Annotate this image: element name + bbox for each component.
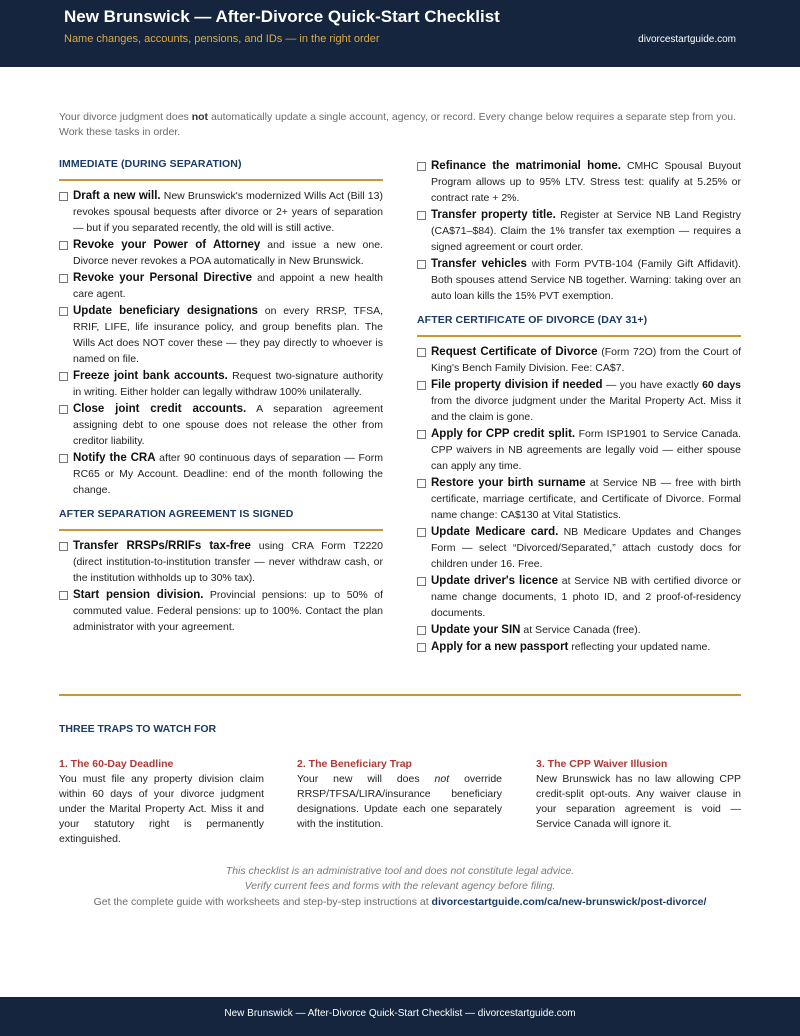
item-label: Transfer RRSPs/RRIFs tax-free: [73, 540, 251, 552]
checklist-item-notify-cra: [59, 450, 383, 498]
checklist-item-new-passport: [417, 639, 741, 655]
trap-title: 1. The 60-Day Deadline: [59, 758, 174, 770]
item-label: Apply for CPP credit split.: [431, 428, 576, 440]
item-text: at Service Canada (free).: [520, 624, 641, 636]
item-text: Request two-signature authority in writing. Either holder can legally withdraw 100% unilaterally.: [73, 370, 383, 398]
checklist-item-medicare-card: [417, 524, 741, 572]
intro-text-bold: not: [191, 111, 209, 123]
checklist-item-freeze-accounts: [59, 368, 383, 400]
guide-cta: [0, 896, 800, 908]
checkbox[interactable]: [59, 591, 68, 600]
item-text: (Form 72O) from the Court of King's Bench Family Division. Fee: CA$7.: [431, 346, 741, 374]
checkbox[interactable]: [417, 260, 426, 269]
item-label: Update Medicare card.: [431, 526, 559, 538]
checklist-item-restore-surname: [417, 475, 741, 523]
trap-60-day-deadline: [59, 757, 264, 847]
item-text-before: — you have exactly: [602, 379, 703, 391]
item-label: File property division if needed: [431, 379, 603, 391]
checklist-item-transfer-vehicles: [417, 256, 741, 304]
traps-heading: THREE TRAPS TO WATCH FOR: [59, 723, 217, 735]
trap-title: 3. The CPP Waiver Illusion: [536, 758, 668, 770]
cta-text: Get the complete guide with worksheets and step-by-step instructions at: [93, 896, 432, 908]
page-title: New Brunswick — After-Divorce Quick-Start Checklist: [64, 7, 500, 26]
item-text: from the divorce judgment under the Marital Property Act. Miss it and the claim is gone.: [431, 395, 741, 423]
item-label: Request Certificate of Divorce: [431, 346, 598, 358]
checkbox[interactable]: [417, 348, 426, 357]
item-label: Update your SIN: [431, 624, 521, 636]
trap-body-after: override RRSP/TFSA/LIRA/insurance beneficiary designations. Update each one separately with the institution.: [297, 773, 502, 830]
footer-text: New Brunswick — After-Divorce Quick-Start Checklist — divorcestartguide.com: [224, 1008, 576, 1019]
checklist-item-draft-will: [59, 188, 383, 236]
item-text: CMHC Spousal Buyout Program allows up to 95% LTV. Stress test: qualify at 5.25% or contract rate + 2%.: [431, 160, 741, 204]
section-heading-certificate: AFTER CERTIFICATE OF DIVORCE (DAY 31+): [417, 314, 741, 337]
item-text: Register at Service NB Land Registry (CA$71–$84). Claim the 1% transfer tax exemption — requires a signed agreement or court order.: [431, 209, 741, 253]
checklist-item-file-property-division: [417, 377, 741, 425]
item-label: Restore your birth surname: [431, 477, 586, 489]
trap-body-italic: not: [434, 773, 450, 785]
checkbox[interactable]: [59, 542, 68, 551]
item-text: using CRA Form T2220 (direct institution-to-institution transfer — never withdraw cash, or the institution withholds up to 30% tax).: [73, 540, 383, 584]
checkbox[interactable]: [417, 430, 426, 439]
item-label: Draft a new will.: [73, 190, 161, 202]
item-label: Revoke your Personal Directive: [73, 272, 253, 284]
trap-body: New Brunswick has no law allowing CPP credit-split opt-outs. Any waiver clause in your separation agreement is void — Service Canada will ignore it.: [536, 773, 741, 830]
checkbox[interactable]: [417, 381, 426, 390]
checklist-item-revoke-directive: [59, 270, 383, 302]
checkbox[interactable]: [59, 454, 68, 463]
checkbox[interactable]: [417, 528, 426, 537]
item-label: Apply for a new passport: [431, 641, 569, 653]
item-label: Close joint credit accounts.: [73, 403, 247, 415]
item-label: Update beneficiary designations: [73, 305, 258, 317]
checkbox[interactable]: [417, 211, 426, 220]
item-label: Transfer property title.: [431, 209, 556, 221]
item-text: Form ISP1901 to Service Canada. CPP waivers in NB agreements are legally void — either spouse can apply any time.: [431, 428, 741, 472]
trap-title: 2. The Beneficiary Trap: [297, 758, 412, 770]
section-divider: [59, 694, 741, 696]
left-column: [59, 158, 383, 636]
item-text-bold: 60 days: [702, 379, 742, 391]
checklist-item-refinance-home: [417, 158, 741, 206]
item-label: Refinance the matrimonial home.: [431, 160, 621, 172]
checklist-item-close-credit: [59, 401, 383, 449]
checklist-item-cpp-credit-split: [417, 426, 741, 474]
page-header: [0, 0, 800, 67]
checkbox[interactable]: [417, 479, 426, 488]
header-site-link[interactable]: divorcestartguide.com: [638, 34, 736, 45]
item-text: with Form PVTB-104 (Family Gift Affidavit). Both spouses attend Service NB together. Warning: taking over an auto loan kills the 15% PVT exemption.: [431, 258, 741, 302]
trap-cpp-waiver: [536, 757, 741, 832]
item-text: reflecting your updated name.: [568, 641, 711, 653]
checkbox[interactable]: [59, 405, 68, 414]
checklist-item-request-certificate: [417, 344, 741, 376]
checkbox[interactable]: [417, 577, 426, 586]
item-text: at Service NB with certified divorce or name change documents, 1 photo ID, and 2 proof-of-residency documents.: [431, 575, 741, 619]
guide-link[interactable]: divorcestartguide.com/ca/new-brunswick/post-divorce/: [431, 896, 707, 908]
item-label: Revoke your Power of Attorney: [73, 239, 261, 251]
item-text: Provincial pensions: up to 50% of commuted value. Federal pensions: up to 100%. Contact the plan administrator with your agreement.: [73, 589, 383, 633]
page-footer: [0, 997, 800, 1036]
checklist-item-transfer-rrsp: [59, 538, 383, 586]
disclaimer: [0, 864, 800, 894]
item-text: after 90 continuous days of separation — Form RC65 or My Account. Deadline: end of the month following the change.: [73, 452, 383, 496]
section-heading-immediate: IMMEDIATE (DURING SEPARATION): [59, 158, 383, 181]
item-text: and appoint a new health care agent.: [73, 272, 383, 300]
checklist-item-beneficiaries: [59, 303, 383, 367]
checkbox[interactable]: [59, 192, 68, 201]
trap-body: [297, 772, 502, 832]
item-text: and issue a new one. Divorce never revokes a POA automatically in New Brunswick.: [73, 239, 383, 267]
disclaimer-line-1: This checklist is an administrative tool and does not constitute legal advice.: [225, 865, 575, 877]
trap-body: You must file any property division claim within 60 days of your divorce judgment under the Marital Property Act. Miss it and your statutory right is permanently extinguished.: [59, 773, 264, 845]
item-label: Start pension division.: [73, 589, 204, 601]
section-heading-agreement: AFTER SEPARATION AGREEMENT IS SIGNED: [59, 508, 383, 531]
disclaimer-line-2: Verify current fees and forms with the relevant agency before filing.: [244, 880, 556, 892]
trap-body-before: Your new will does: [297, 773, 435, 785]
item-label: Notify the CRA: [73, 452, 156, 464]
item-label: Update driver's licence: [431, 575, 559, 587]
checklist-item-revoke-poa: [59, 237, 383, 269]
intro-text-before: Your divorce judgment does: [59, 111, 192, 123]
checklist-item-update-sin: [417, 622, 741, 638]
checkbox[interactable]: [417, 643, 426, 652]
checkbox[interactable]: [59, 307, 68, 316]
checkbox[interactable]: [417, 626, 426, 635]
checkbox[interactable]: [417, 162, 426, 171]
intro-paragraph: [59, 110, 741, 140]
item-text: on every RRSP, TFSA, RRIF, LIFE, life insurance policy, and group benefits plan. The Wills Act does NOT cover these — they pay directly to whoever is named on file.: [73, 305, 383, 365]
checkbox[interactable]: [59, 372, 68, 381]
right-column: [417, 158, 741, 656]
item-text: A separation agreement assigning debt to one spouse does not release the other from creditor liability.: [73, 403, 383, 447]
checklist-item-pension-division: [59, 587, 383, 635]
intro-text-after: automatically update a single account, agency, or record. Every change below requires a separate step from you. Work these tasks in order.: [59, 111, 737, 138]
item-text: at Service NB — free with birth certificate, marriage certificate, and Certificate of Divorce. Formal name change: CA$130 at Vital Statistics.: [431, 477, 741, 521]
checkbox[interactable]: [59, 241, 68, 250]
item-label: Transfer vehicles: [431, 258, 527, 270]
trap-beneficiary: [297, 757, 502, 832]
page-subtitle: Name changes, accounts, pensions, and IDs — in the right order: [64, 33, 380, 45]
item-label: Freeze joint bank accounts.: [73, 370, 228, 382]
checklist-item-drivers-licence: [417, 573, 741, 621]
item-text: New Brunswick's modernized Wills Act (Bill 13) revokes spousal bequests after divorce or 2+ years of separation — but if you separated recently, the old will is still active.: [73, 190, 383, 234]
checkbox[interactable]: [59, 274, 68, 283]
checklist-item-transfer-title: [417, 207, 741, 255]
item-text: NB Medicare Updates and Changes Form — select “Divorced/Separated,” attach custody docs for children under 16. Free.: [431, 526, 741, 570]
